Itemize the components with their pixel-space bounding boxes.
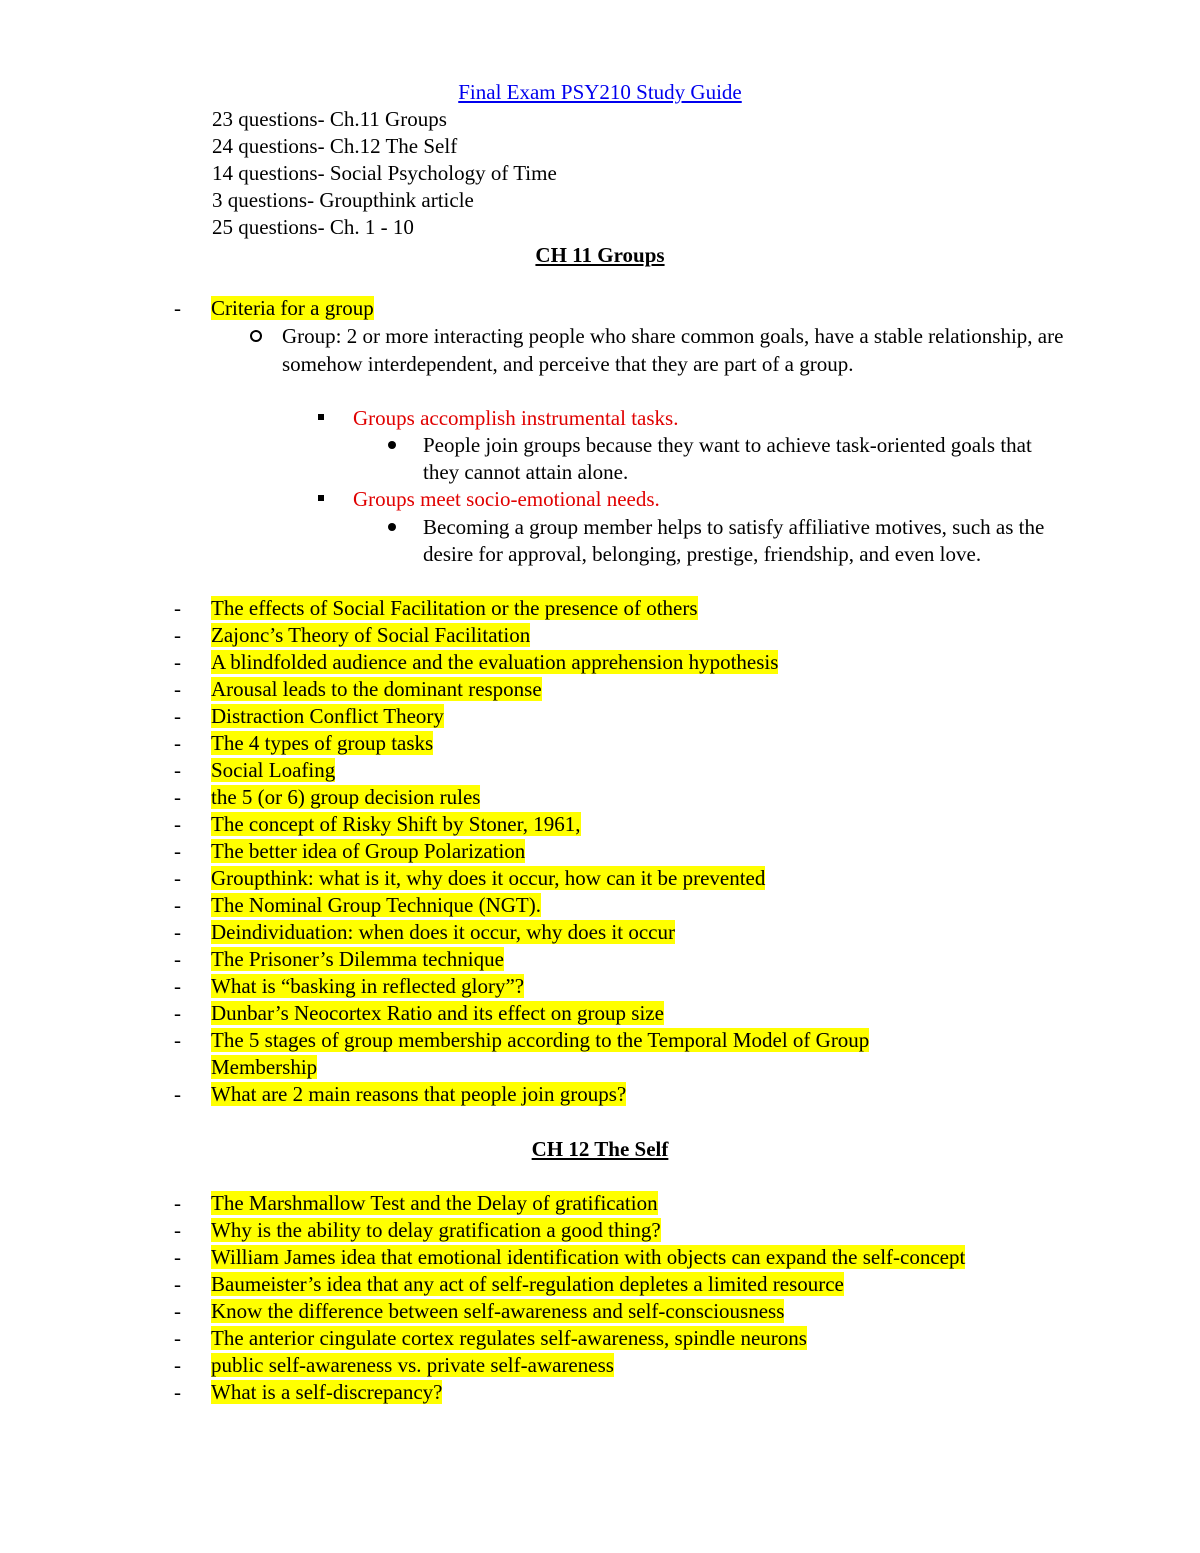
list-item-text: What is “basking in reflected glory”? [211,974,525,998]
ch11-topic-list [174,595,1074,1108]
group-definition-text: Group: 2 or more interacting people who share common goals, have a stable relationship, are somehow interdependent, and perceive that they are part of a group. [282,324,1064,376]
list-item-text: Zajonc’s Theory of Social Facilitation [211,623,531,647]
list-item [174,1190,1074,1217]
list-item [174,784,1074,811]
list-item [174,1217,1074,1244]
document-title-link[interactable]: Final Exam PSY210 Study Guide [458,80,742,104]
list-item [174,1352,1074,1379]
list-item-text: Deindividuation: when does it occur, why does it occur [211,920,675,944]
list-item-text: Groupthink: what is it, why does it occur, how can it be prevented [211,866,766,890]
list-item-text: Distraction Conflict Theory [211,704,444,728]
dash-bullet: - [174,785,181,809]
reason-instrumental-text: Groups accomplish instrumental tasks. [353,406,679,430]
list-item [174,919,1074,946]
list-item-text: Know the difference between self-awareness and self-consciousness [211,1299,785,1323]
list-item-text: William James idea that emotional identification with objects can expand the self-concept [211,1245,966,1269]
list-item [174,757,1074,784]
list-item [174,1081,1074,1108]
list-item [174,1027,961,1081]
dash-bullet: - [174,1380,181,1404]
dash-bullet: - [174,1218,181,1242]
square-bullet-icon [318,414,324,420]
dash-bullet: - [174,812,181,836]
dash-bullet: - [174,947,181,971]
question-count-item: 25 questions- Ch. 1 - 10 [212,215,414,239]
question-count-item: 23 questions- Ch.11 Groups [212,107,447,131]
list-item [174,973,1074,1000]
ch11-heading: CH 11 Groups [535,243,665,267]
reason-instrumental-detail-text: People join groups because they want to achieve task-oriented goals that they cannot attain alone. [423,433,1032,484]
ch11-first-list [174,295,1074,322]
circle-bullet-icon [250,330,262,342]
reason-instrumental-detail [386,432,1073,486]
dash-bullet: - [174,596,181,620]
ch12-heading: CH 12 The Self [531,1137,669,1161]
dash-bullet: - [174,1272,181,1296]
dash-bullet: - [174,296,181,320]
dash-bullet: - [174,920,181,944]
list-item [174,865,1074,892]
question-count-item: 24 questions- Ch.12 The Self [212,134,458,158]
list-item-text: What are 2 main reasons that people join groups? [211,1082,627,1106]
list-item [174,703,1074,730]
dot-bullet-icon [388,523,396,531]
list-item [174,730,1074,757]
list-item [174,811,1074,838]
dash-bullet: - [174,839,181,863]
list-item [174,295,1074,322]
list-item-text: The better idea of Group Polarization [211,839,526,863]
list-item [174,595,1074,622]
list-item [174,946,1074,973]
dash-bullet: - [174,893,181,917]
list-item-text: The Prisoner’s Dilemma technique [211,947,504,971]
dot-bullet-icon [388,441,396,449]
list-item-text: Baumeister’s idea that any act of self-regulation depletes a limited resource [211,1272,844,1296]
dash-bullet: - [174,1353,181,1377]
list-item [174,1000,1074,1027]
list-item-text: What is a self-discrepancy? [211,1380,443,1404]
question-count-list [212,106,557,241]
dash-bullet: - [174,1191,181,1215]
dash-bullet: - [174,623,181,647]
list-item [174,892,1074,919]
square-bullet-icon [318,495,324,501]
list-item-text: A blindfolded audience and the evaluation apprehension hypothesis [211,650,779,674]
list-item [174,1298,1074,1325]
list-item-text: the 5 (or 6) group decision rules [211,785,481,809]
list-item [174,676,1074,703]
dash-bullet: - [174,677,181,701]
title-line [0,79,1200,106]
dash-bullet: - [174,1245,181,1269]
list-item-text: The effects of Social Facilitation or the presence of others [211,596,698,620]
reason-socio-emotional-detail [386,514,1073,568]
dash-bullet: - [174,650,181,674]
reason-socio-emotional-text: Groups meet socio-emotional needs. [353,487,660,511]
dash-bullet: - [174,974,181,998]
list-item-text: The Nominal Group Technique (NGT). [211,893,541,917]
list-item-text: The concept of Risky Shift by Stoner, 1961, [211,812,581,836]
dash-bullet: - [174,704,181,728]
list-item [174,1244,1074,1271]
question-count-item: 3 questions- Groupthink article [212,188,474,212]
list-item-text: Arousal leads to the dominant response [211,677,542,701]
list-item-text: Dunbar’s Neocortex Ratio and its effect on group size [211,1001,664,1025]
list-item-text: Why is the ability to delay gratification a good thing? [211,1218,661,1242]
dash-bullet: - [174,1001,181,1025]
list-item-text: public self-awareness vs. private self-awareness [211,1353,614,1377]
reason-instrumental [318,405,678,432]
list-item-text: The 4 types of group tasks [211,731,434,755]
question-count-item: 14 questions- Social Psychology of Time [212,161,557,185]
list-item-text: Criteria for a group [211,296,374,320]
ch12-topic-list [174,1190,1074,1406]
list-item-text: The Marshmallow Test and the Delay of gratification [211,1191,658,1215]
list-item [174,1325,1074,1352]
dash-bullet: - [174,1299,181,1323]
dash-bullet: - [174,758,181,782]
dash-bullet: - [174,731,181,755]
group-definition [250,322,1072,378]
list-item [174,622,1074,649]
dash-bullet: - [174,1326,181,1350]
reason-socio-emotional-detail-text: Becoming a group member helps to satisfy affiliative motives, such as the desire for approval, belonging, prestige, friendship, and even love. [423,515,1045,566]
list-item [174,838,1074,865]
list-item [174,1271,1074,1298]
list-item-text: The 5 stages of group membership according to the Temporal Model of Group Membership [211,1028,870,1079]
list-item [174,649,1074,676]
reason-socio-emotional [318,486,660,513]
dash-bullet: - [174,1028,181,1052]
dash-bullet: - [174,866,181,890]
list-item-text: Social Loafing [211,758,336,782]
dash-bullet: - [174,1082,181,1106]
list-item-text: The anterior cingulate cortex regulates self-awareness, spindle neurons [211,1326,807,1350]
list-item [174,1379,1074,1406]
